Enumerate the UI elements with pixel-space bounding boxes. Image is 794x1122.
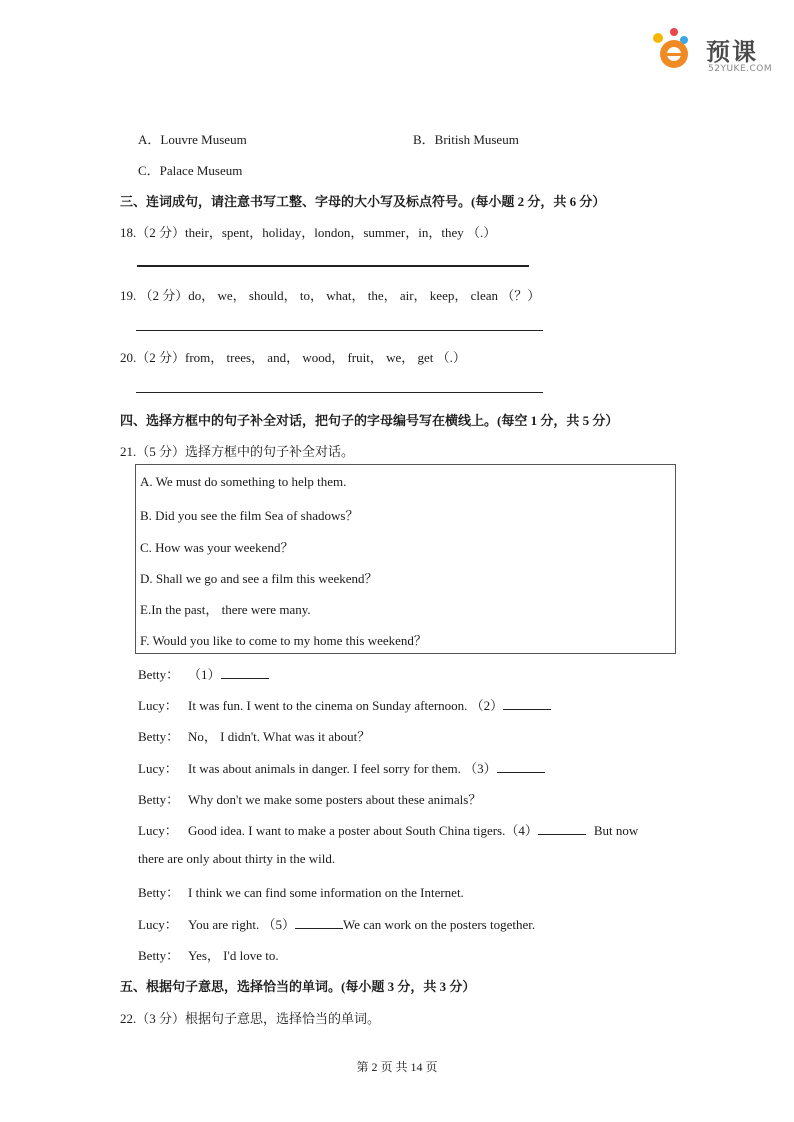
option-b: B. Did you see the film Sea of shadows？ [140, 508, 359, 523]
q19-answer-line[interactable] [136, 330, 543, 331]
dialogue-line-2: Lucy： It was fun. I went to the cinema on Sunday afternoon. （2） [138, 695, 551, 714]
blank-3[interactable] [497, 760, 545, 773]
speaker-label: Betty： [138, 667, 180, 682]
dialogue-line-6: Lucy： Good idea. I want to make a poster about South China tigers.（4） But now [138, 820, 638, 839]
blank-1[interactable] [221, 666, 269, 679]
option-a: A. We must do something to help them. [140, 474, 347, 489]
q19-text: 19. （2 分）do， we， should， to， what， the， air， keep， clean （？） [120, 288, 541, 303]
section4-title: 四、选择方框中的句子补全对话，把句子的字母编号写在横线上。(每空 1 分，共 5 分） [120, 413, 619, 428]
q21-text: 21.（5 分）选择方框中的句子补全对话。 [120, 444, 355, 459]
speaker-label: Betty： [138, 948, 180, 963]
speaker-label: Lucy： [138, 917, 178, 932]
dialogue-line-8: Betty： I think we can find some information on the Internet. [138, 882, 464, 901]
option-c: C. How was your weekend？ [140, 540, 294, 555]
logo-text: 预课 [706, 38, 758, 66]
blank-4[interactable] [538, 822, 586, 835]
blank-2[interactable] [503, 697, 551, 710]
q18-answer-line[interactable] [137, 265, 529, 267]
dialogue-line-3: Betty： No， I didn't. What was it about？ [138, 726, 370, 745]
q20-text: 20.（2 分）from， trees， and， wood， fruit， we， get （.） [120, 350, 466, 365]
q18-text: 18.（2 分）their，spent，holiday，london，summer，in，they （.） [120, 225, 497, 240]
option-f: F. Would you like to come to my home this weekend？ [140, 633, 427, 648]
section5-title: 五、根据句子意思，选择恰当的单词。(每小题 3 分，共 3 分） [120, 979, 476, 994]
speaker-label: Betty： [138, 729, 180, 744]
option-e: E.In the past， there were many. [140, 602, 311, 617]
dialogue-line-4: Lucy： It was about animals in danger. I feel sorry for them. （3） [138, 758, 545, 777]
section3-title: 三、连词成句，请注意书写工整、字母的大小写及标点符号。(每小题 2 分，共 6 分） [120, 194, 606, 209]
options-box [135, 464, 676, 654]
page-footer: 第 2 页 共 14 页 [356, 1060, 438, 1074]
dialogue-line-1: Betty： （1） [138, 664, 269, 683]
q22-text: 22.（3 分）根据句子意思，选择恰当的单词。 [120, 1011, 381, 1026]
q17-option-c: C．Palace Museum [138, 163, 243, 178]
logo-subtext: 52YUKE.COM [708, 64, 773, 74]
blank-5[interactable] [295, 916, 343, 929]
dialogue-line-5: Betty： Why don't we make some posters about these animals？ [138, 789, 481, 808]
q17-option-a: A．Louvre Museum [138, 132, 247, 147]
q17-option-b: B．British Museum [413, 132, 519, 147]
speaker-label: Lucy： [138, 823, 178, 838]
option-d: D. Shall we go and see a film this weekend？ [140, 571, 378, 586]
speaker-label: Betty： [138, 792, 180, 807]
dialogue-line-10: Betty： Yes， I'd love to. [138, 945, 279, 964]
speaker-label: Lucy： [138, 761, 178, 776]
speaker-label: Betty： [138, 885, 180, 900]
dialogue-line-7: there are only about thirty in the wild. [138, 851, 336, 866]
q20-answer-line[interactable] [136, 392, 543, 393]
speaker-label: Lucy： [138, 698, 178, 713]
dialogue-line-9: Lucy： You are right. （5） We can work on the posters together. [138, 914, 535, 933]
